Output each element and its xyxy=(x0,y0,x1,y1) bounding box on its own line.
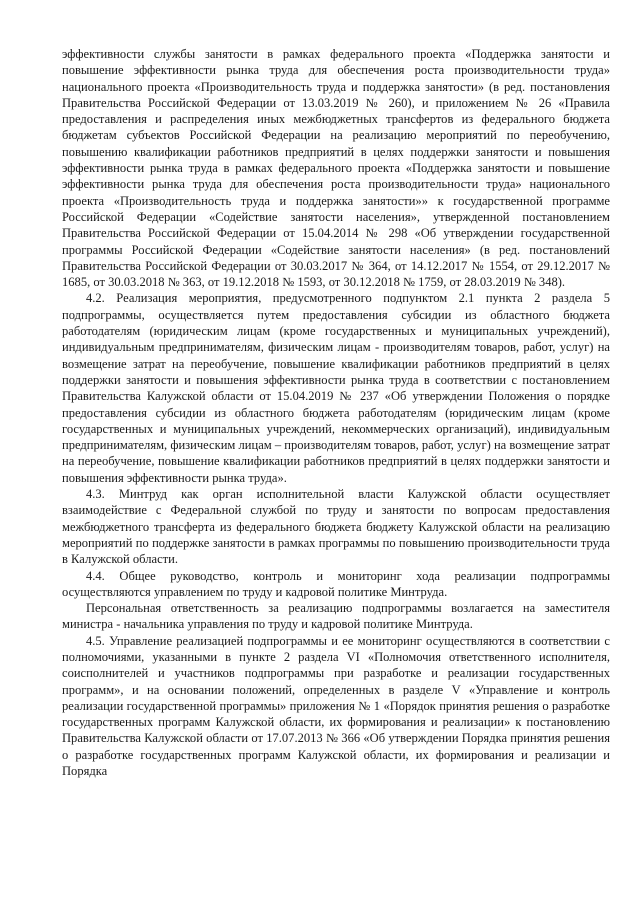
paragraph-4-2: 4.2. Реализация мероприятия, предусмотренного подпунктом 2.1 пункта 2 раздела 5 подпрограммы, осуществляется путем предоставления субсидии из областного бюджета работодателям (юридическим лицам (кроме государственных и муниципальных учреждений), индивидуальным предпринимателям, физическим лицам - производителям товаров, работ, услуг) на возмещение затрат на переобучение, повышение квалификации работников предприятий в целях поддержки занятости и повышения эффективности рынка труда в соответствии с постановлением Правительства Калужской области от 15.04.2019 № 237 «Об утверждении Положения о порядке предоставления субсидии из областного бюджета работодателям (юридическим лицам (кроме государственных и муниципальных учреждений, некоммерческих организаций), индивидуальным предпринимателям, физическим лицам – производителям товаров, работ, услуг) на возмещение затрат на переобучение, повышение квалификации работников предприятий в целях поддержки занятости и повышения эффективности рынка труда». xyxy=(62,291,610,485)
paragraph-federal-project-reference: эффективности службы занятости в рамках федерального проекта «Поддержка занятости и повышение эффективности рынка труда для обеспечения роста производительности труда» национального проекта «Производительность труда и поддержка занятости» (в ред. постановления Правительства Российской Федерации от 13.03.2019 № 260), и приложением № 26 «Правила предоставления и распределения иных межбюджетных трансфертов из федерального бюджета бюджетам субъектов Российской Федерации на реализацию мероприятий по переобучению, повышению квалификации работников предприятий в целях поддержки занятости и повышения эффективности рынка труда в рамках федерального проекта «Поддержка занятости и повышение эффективности рынка труда для обеспечения роста производительности труда» национального проекта «Производительность труда и поддержка занятости»» к государственной программе Российской Федерации «Содействие занятости населения», утвержденной постановлением Правительства Российской Федерации от 15.04.2014 № 298 «Об утверждении государственной программы Российской Федерации «Содействие занятости населения» (в ред. постановлений Правительства Российской Федерации от 30.03.2017 № 364, от 14.12.2017 № 1554, от 29.12.2017 № 1685, от 30.03.2018 № 363, от 19.12.2018 № 1593, от 30.12.2018 № 1759, от 28.03.2019 № 348). xyxy=(62,47,610,290)
paragraph-4-4: 4.4. Общее руководство, контроль и мониторинг хода реализации подпрограммы осуществляются управлением по труду и кадровой политике Минтруда. xyxy=(62,568,610,599)
paragraph-4-3: 4.3. Минтруд как орган исполнительной власти Калужской области осуществляет взаимодействие с Федеральной службой по труду и занятости по вопросам предоставления межбюджетного трансферта из федерального бюджета бюджету Калужской области на реализацию мероприятий по поддержке занятости в рамках программы по повышению производительности труда в Калужской области. xyxy=(62,487,610,567)
paragraph-4-5: 4.5. Управление реализацией подпрограммы и ее мониторинг осуществляются в соответствии с полномочиями, указанными в пункте 2 раздела VI «Полномочия ответственного исполнителя, соисполнителей и участников подпрограммы при разработке и реализации государственных программ», и на основании положений, определенных в разделе V «Управление и контроль реализации государственной программы» приложения № 1 «Порядок принятия решения о разработке государственных программ Калужской области, их формирования и реализации» к постановлению Правительства Калужской области от 17.07.2013 № 366 «Об утверждении Порядка принятия решения о разработке государственных программ Калужской области, их формирования и реализации и Порядка xyxy=(62,633,610,779)
paragraph-personal-responsibility: Персональная ответственность за реализацию подпрограммы возлагается на заместителя министра - начальника управления по труду и кадровой политике Минтруда. xyxy=(62,601,610,632)
